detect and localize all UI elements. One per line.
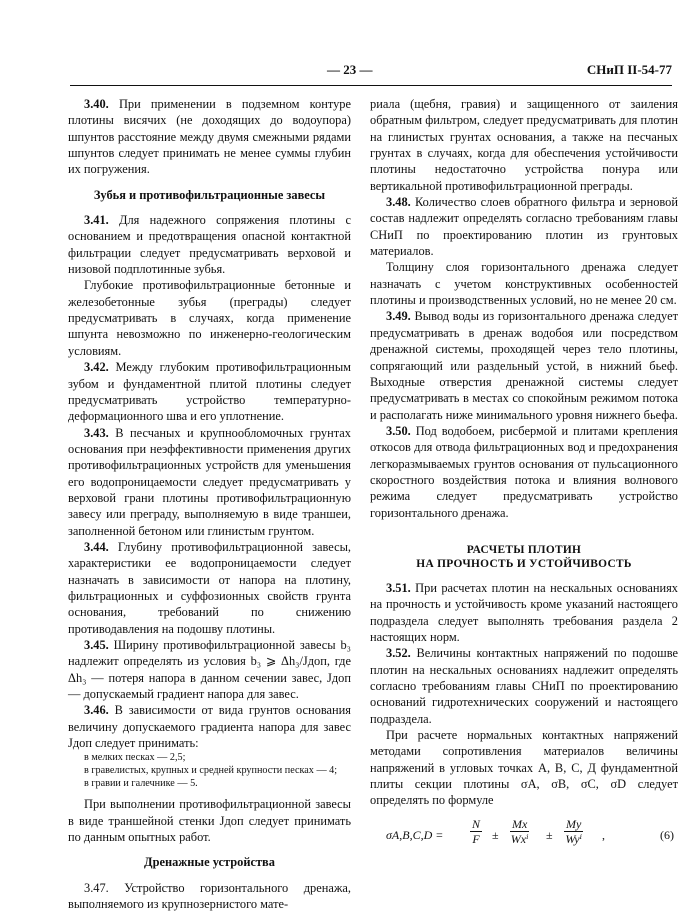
paragraph-3-48 (370, 194, 678, 259)
clause-number: 3.45. (84, 638, 109, 652)
paragraph-3-41 (68, 212, 351, 277)
formula-6 (370, 815, 678, 853)
paragraph-3-40 (68, 96, 351, 178)
paragraph-3-52-b: При расчете нормальных контактных напряжений методами сопротивления материалов величины напряжений в угловых точках А, В, С, Д фундаментной плиты секции плотины σA, σB, σC, σD следует определять по формуле (370, 728, 678, 808)
section-heading-calculations (370, 543, 678, 572)
clause-number: 3.48. (386, 195, 411, 210)
clause-text: Устройство горизонтального дренажа, выполняемого из крупнозернистого мате- (68, 880, 351, 912)
clause-number: 3.42. (84, 360, 109, 375)
clause-text: Величины контактных напряжений по подошве плотин на нескальных основаниях надлежит определять согласно требованиям главы СНиП по проектированию оснований гидротехнических сооружений и настоящего подраздела. (370, 646, 678, 726)
paragraph-3-50 (370, 423, 678, 521)
running-header (0, 62, 700, 82)
fraction-mx-over-wx (510, 817, 529, 846)
clause-text: В зависимости от вида грунтов основания величину допускаемого градиента напора для завес Jдоп следует принимать: (68, 703, 351, 751)
formula-comma: , (602, 827, 605, 842)
plus-minus-sign: ± (546, 827, 553, 842)
gradient-list (68, 751, 351, 790)
clause-number: 3.51. (386, 580, 411, 595)
list-item: в гравелистых, крупных и средней крупности песках — 4; (84, 765, 338, 777)
paragraph-3-41-b: Глубокие противофильтрационные бетонные и железобетонные зубья (преграды) следует предусматривать в случаях, когда применение шпунта невозможно по инженерно-геологическим условиям. (68, 278, 351, 358)
paragraph-3-47-continued: риала (щебня, гравия) и защищенного от заиления обратным фильтром, следует предусматривать для плотин на глинистых грунтах основания, а также на песчаных грунтах в случаях, когда для обеспечения устойчивости плотины недостаточно устройства понура или вертикальной противофильтрационной преграды. (370, 97, 678, 193)
clause-text: Между глубоким противофильтрационным зубом и фундаментной плитой плотины следует предусматривать устройство температурно-деформационного шва и его уплотнение. (68, 360, 351, 424)
clause-number: 3.52. (386, 646, 411, 661)
denominator: Wxⁱ (510, 831, 529, 846)
denominator: Wyⁱ (565, 831, 582, 846)
heading-line: РАСЧЕТЫ ПЛОТИН (466, 543, 582, 556)
paragraph-3-48-b: Толщину слоя горизонтального дренажа следует назначать с учетом конструктивных особенностей плотины и производственных условий, но не менее 20 см. (370, 260, 678, 308)
numerator: My (566, 816, 582, 831)
heading-line: НА ПРОЧНОСТЬ И УСТОЙЧИВОСТЬ (416, 558, 632, 571)
clause-text: Под водобоем, рисбермой и плитами крепления откосов для отвода фильтрационных вод и предохранения легкоразмываемых грунтов основания от пульсационного скоростного воздействия потока и влияния волнового режима следует предусматривать устройство горизонтального дренажа. (370, 423, 678, 520)
header-rule (70, 85, 672, 86)
clause-number: 3.41. (84, 213, 109, 228)
paragraph-3-46 (68, 702, 351, 751)
paragraph-3-43 (68, 425, 351, 539)
clause-text: Глубину противофильтрационной завесы, характеристики ее водопроницаемости следует назначать в зависимости от напора на плотину, фильтрационных и суффозионных свойств грунта основания, требований по снижению противодавления на подошву плотины. (68, 539, 351, 636)
paragraph-3-42 (68, 359, 351, 424)
equation-number: (6) (660, 827, 674, 842)
clause-number: 3.43. (84, 425, 109, 440)
paragraph-3-49 (370, 308, 678, 422)
paragraph-3-45 (68, 637, 351, 702)
clause-text: В песчаных и крупнообломочных грунтах основания при неэффективности применения других противофильтрационных устройств для уменьшения его водопроницаемости следует предусматривать у верховой грани плотины противофильтрационную завесу или преграду, выполняемую в виде траншеи, заполненной бетоном или глинистым грунтом. (68, 425, 351, 538)
document-code: СНиП II-54-77 (586, 62, 672, 77)
clause-number: 3.44. (84, 539, 109, 554)
section-heading-teeth: Зубья и противофильтрационные завесы (93, 187, 326, 202)
numerator: Mx (512, 816, 528, 831)
clause-number: 3.50. (386, 423, 411, 438)
numerator: N (472, 816, 481, 831)
clause-text: Количество слоев обратного фильтра и зерновой состав надлежит определять согласно требованиям главы СНиП по проектированию плотин из грунтовых материалов. (370, 195, 679, 259)
fraction-n-over-f (470, 817, 482, 846)
clause-number: 3.46. (84, 703, 109, 718)
left-column (68, 96, 351, 912)
clause-text: При расчетах плотин на нескальных основаниях на прочность и устойчивость кроме указаний настоящего подраздела следует выполнять требования раздела 2 настоящих норм. (370, 580, 678, 644)
clause-text: Для надежного сопряжения плотины с основанием и предотвращения опасной контактной фильтрации следует предусматривать верховой и низовой подплотинные зубья. (68, 213, 351, 277)
fraction-my-over-wy (564, 817, 583, 846)
plus-minus-sign: ± (492, 827, 499, 842)
paragraph-3-47 (68, 880, 351, 912)
paragraph-3-44 (68, 539, 351, 637)
clause-text: Вывод воды из горизонтального дренажа следует предусматривать в дренаж водобоя или посредством дренажной системы, проходящей через тело плотины, сопрягающий или раздельный устой, в нижний бьеф. Выходные отверстия дренажной системы следует предусматривать в местах со спокойным режимом потока и располагать ниже минимального уровня нижнего бьефа. (370, 309, 678, 422)
page-number: — 23 — (327, 62, 373, 77)
list-item: в гравии и галечнике — 5. (84, 778, 198, 790)
clause-text: При применении в подземном контуре плотины висячих (не доходящих до водоупора) шпунтов расстояние между двумя смежными рядами шпунтов следует принимать не менее суммы глубин их погружения. (68, 97, 351, 177)
list-item: в мелких песках — 2,5; (84, 752, 186, 764)
clause-number: 3.47. (84, 880, 109, 895)
clause-number: 3.49. (386, 309, 411, 324)
paragraph-3-51 (370, 580, 678, 645)
clause-text: Ширину противофильтрационной завесы b₃ надлежит определять из условия b₃ ⩾ Δh₃/Jдоп, где Δh₃ — потеря напора в данном сечении завес, Jдоп — допускаемый градиент напора для завес. (68, 638, 351, 702)
section-heading-drainage: Дренажные устройства (144, 855, 275, 870)
clause-number: 3.40. (84, 97, 109, 111)
right-column (370, 96, 678, 853)
paragraph-3-46-b: При выполнении противофильтрационной завесы в виде траншейной стенки Jдоп следует принимать по данным опытных работ. (68, 797, 351, 845)
paragraph-3-52 (370, 645, 678, 727)
formula-lhs: σA,B,C,D = (386, 827, 444, 842)
denominator: F (472, 831, 480, 846)
